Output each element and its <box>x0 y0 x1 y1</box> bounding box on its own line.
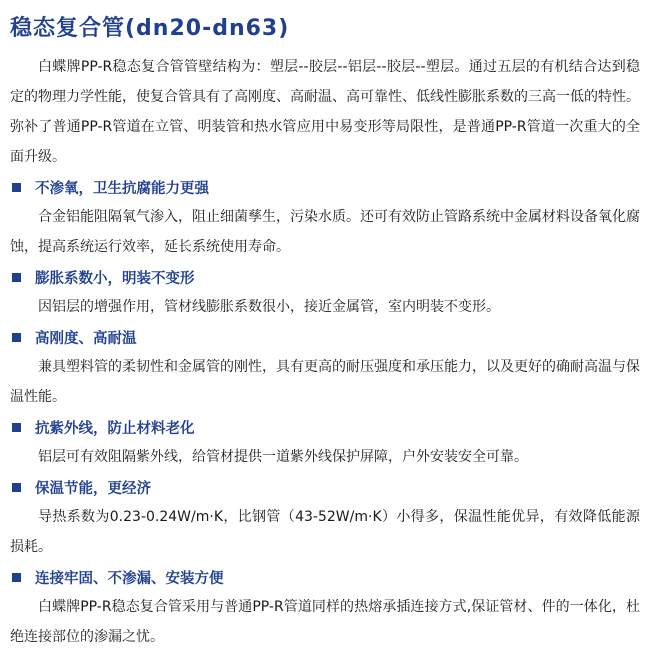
section-heading-text: 保温节能，更经济 <box>35 480 151 497</box>
square-bullet-icon <box>12 483 21 492</box>
page-title: 稳态复合管(dn20-dn63) <box>10 16 290 41</box>
section-heading-expansion <box>10 262 640 292</box>
section-body-insulation: 导热系数为0.23-0.24W/m·K，比钢管（43-52W/m·K）小得多，保温性能优异，有效降低能源损耗。 <box>10 509 640 555</box>
section-heading-insulation <box>10 472 640 502</box>
square-bullet-icon <box>12 273 21 282</box>
section-heading-text: 抗紫外线，防止材料老化 <box>35 420 195 437</box>
section-body-oxygen: 合金铝能阻隔氧气渗入，阻止细菌孳生，污染水质。还可有效防止管路系统中金属材料设备氧化腐蚀，提高系统运行效率，延长系统使用寿命。 <box>10 209 640 255</box>
section-heading-oxygen <box>10 172 640 202</box>
section-heading-rigidity <box>10 322 640 352</box>
section-heading-text: 高刚度、高耐温 <box>35 330 137 347</box>
section-heading-text: 膨胀系数小，明装不变形 <box>35 270 195 287</box>
section-body-uv: 铝层可有效阻隔紫外线，给管材提供一道紫外线保护屏障，户外安装安全可靠。 <box>38 449 528 465</box>
section-body-connection: 白蝶牌PP-R稳态复合管采用与普通PP-R管道同样的热熔承插连接方式,保证管材、件的一体化，杜绝连接部位的渗漏之忧。 <box>10 599 640 645</box>
section-heading-text: 连接牢固、不渗漏、安装方便 <box>35 570 224 587</box>
square-bullet-icon <box>12 423 21 432</box>
square-bullet-icon <box>12 573 21 582</box>
intro-paragraph: 白蝶牌PP-R稳态复合管管壁结构为：塑层--胶层--铝层--胶层--塑层。通过五层的有机结合达到稳定的物理力学性能，使复合管具有了高刚度、高耐温、高可靠性、低线性膨胀系数的三高一低的特性。弥补了普通PP-R管道在立管、明装管和热水管应用中易变形等局限性，是普通PP-R管道一次重大的全面升级。 <box>10 59 640 165</box>
square-bullet-icon <box>12 183 21 192</box>
section-body-expansion: 因铝层的增强作用，管材线膨胀系数很小，接近金属管，室内明装不变形。 <box>38 299 500 315</box>
section-heading-connection <box>10 562 640 592</box>
section-body-rigidity: 兼具塑料管的柔韧性和金属管的刚性，具有更高的耐压强度和承压能力，以及更好的确耐高温与保温性能。 <box>10 359 640 405</box>
section-heading-text: 不渗氧，卫生抗腐能力更强 <box>35 180 209 197</box>
section-heading-uv <box>10 412 640 442</box>
square-bullet-icon <box>12 333 21 342</box>
